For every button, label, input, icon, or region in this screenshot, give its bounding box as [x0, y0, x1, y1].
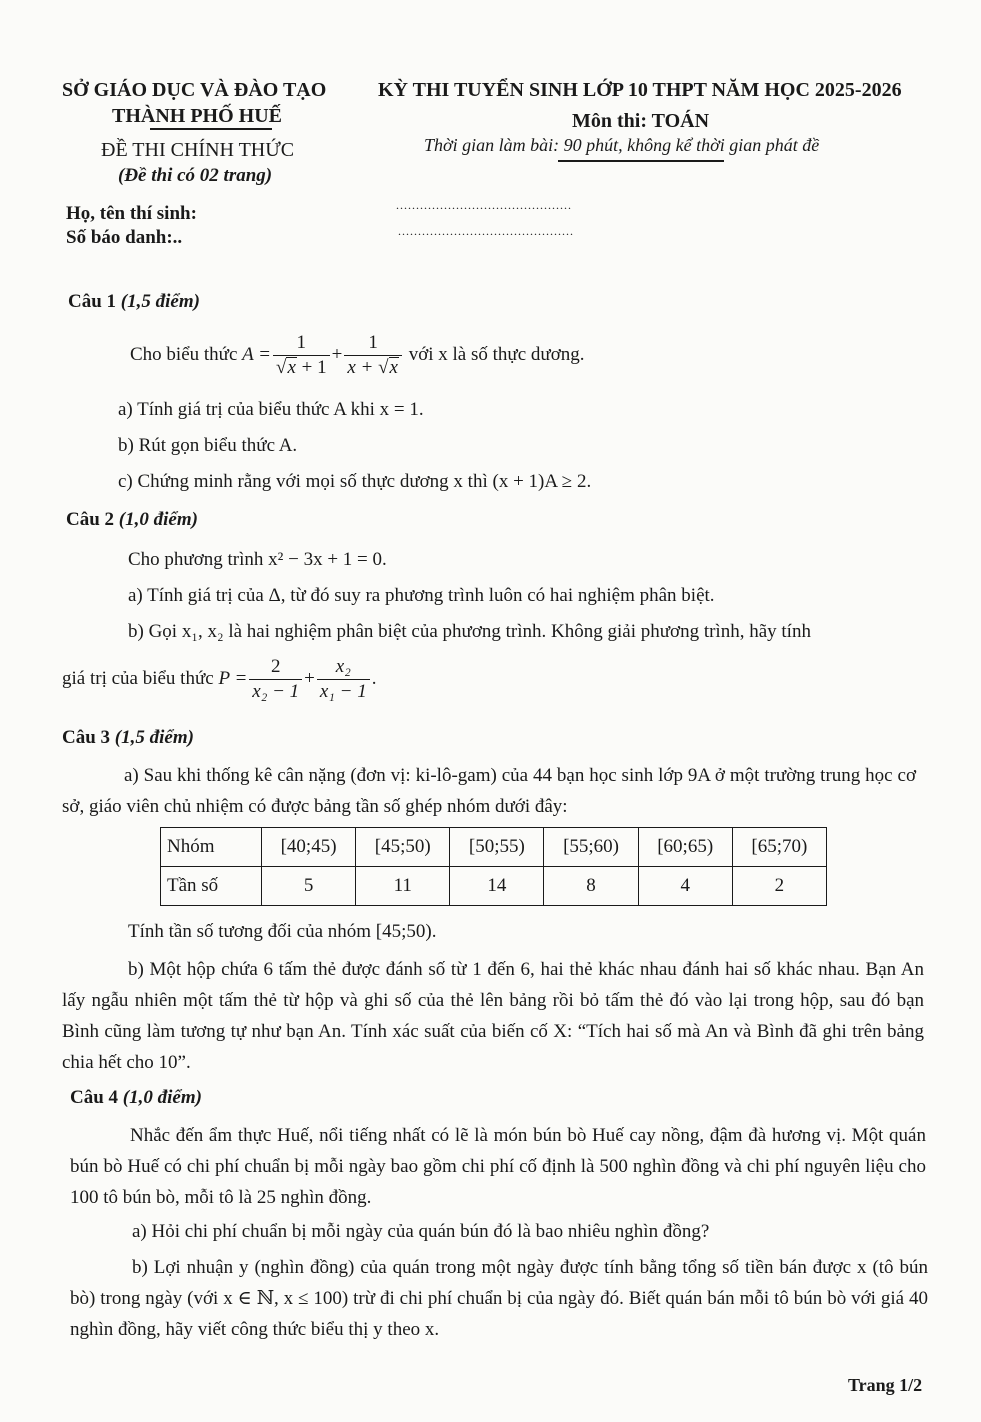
- q3-heading: [62, 726, 194, 750]
- table-cell-group: [45;50): [356, 828, 450, 867]
- table-cell-group: [65;70): [732, 828, 826, 867]
- candidate-id-field: ............................................: [398, 224, 574, 238]
- q1-intro-post: với x là số thực dương.: [408, 344, 585, 366]
- q1-plus: +: [331, 344, 343, 366]
- q2-intro: Cho phương trình x² − 3x + 1 = 0.: [128, 549, 387, 570]
- table-cell-group: [60;65): [638, 828, 732, 867]
- q1-intro-pre: Cho biểu thức: [130, 344, 238, 366]
- q2-p-end: .: [371, 668, 377, 690]
- subject-label: Môn thi: TOÁN: [572, 110, 710, 132]
- table-cell-frequency: 2: [732, 867, 826, 906]
- q4-points: (1,0 điểm): [122, 1087, 202, 1108]
- q1-heading: [68, 290, 200, 314]
- table-cell-group: [55;60): [544, 828, 638, 867]
- q3-part-a-question: Tính tần số tương đối của nhóm [45;50).: [128, 921, 437, 942]
- q2-title: Câu 2: [66, 509, 115, 530]
- exam-title: KỲ THI TUYỂN SINH LỚP 10 THPT NĂM HỌC 2025-2026: [378, 79, 902, 101]
- candidate-name-label: Họ, tên thí sinh:: [66, 203, 197, 224]
- table-row-groups: [161, 828, 827, 867]
- table-cell-frequency: 4: [638, 867, 732, 906]
- q1-points: (1,5 điểm): [120, 291, 200, 312]
- official-label: ĐỀ THI CHÍNH THỨC: [101, 139, 295, 161]
- q3-points: (1,5 điểm): [114, 727, 194, 748]
- candidate-id-label: Số báo danh:..: [66, 227, 183, 248]
- q1-expression: [130, 326, 585, 384]
- table-header-group: Nhóm: [161, 828, 262, 867]
- table-cell-group: [40;45): [262, 828, 356, 867]
- q2-pf2-num: x₂: [317, 656, 370, 680]
- q2-expression: giá trị của biểu thức P = $\frac{2}{\text{x₂ − 1}}$ + $\frac{\text{x₂}}{\text{x₁ − 1}}$ .: [62, 655, 377, 702]
- table-cell-frequency: 5: [262, 867, 356, 906]
- q3-part-b: b) Một hộp chứa 6 tấm thẻ được đánh số từ 1 đến 6, hai thẻ khác nhau đánh hai số khác nhau. Bạn An lấy ngẫu nhiên một tấm thẻ từ hộp và ghi số của thẻ lên bảng rồi bỏ tấm thẻ đó vào lại trong hộp, sau đó bạn Bình cũng làm tương tự như bạn An. Tính xác suất của biến cố X: “Tích hai số mà An và Bình đã ghi trên bảng chia hết cho 10”.: [62, 959, 924, 1073]
- q2-pf1-den: x₂ − 1: [252, 680, 300, 702]
- q4-intro: Nhắc đến ẩm thực Huế, nổi tiếng nhất có lẽ là món bún bò Huế cay nồng, đậm đà hương vị. Một quán bún bò Huế có chi phí chuẩn bị mỗi ngày bao gồm chi phí cố định là 500 nghìn đồng và chi phí nguyên liệu cho 100 tô bún bò, mỗi tô là 25 nghìn đồng.: [70, 1125, 926, 1208]
- q4-heading: [70, 1086, 202, 1110]
- dept-name: SỞ GIÁO DỤC VÀ ĐÀO TẠO: [62, 79, 327, 101]
- city-name: THÀNH PHỐ HUẾ: [112, 105, 283, 127]
- q2-fraction-2: [317, 656, 370, 703]
- q1-title: Câu 1: [68, 291, 117, 312]
- table-cell-frequency: 8: [544, 867, 638, 906]
- table-row-frequencies: [161, 867, 827, 906]
- frequency-table: [160, 827, 827, 906]
- q2-fraction-1: [249, 656, 302, 703]
- q1-frac1-num: 1: [273, 332, 330, 356]
- q1-fraction-1: [273, 332, 330, 379]
- q1-frac2-den: x + √x: [347, 356, 398, 378]
- q4-part-b: b) Lợi nhuận y (nghìn đồng) của quán trong một ngày được tính bằng tổng số tiền bán được x (tô bún bò) trong ngày (với x ∈ ℕ, x ≤ 100) trừ đi chi phí chuẩn bị của ngày đó. Biết quán bán mỗi tô bún bò với giá 40 nghìn đồng, hãy viết công thức biểu thị y theo x.: [70, 1257, 928, 1340]
- q3-part-a: a) Sau khi thống kê cân nặng (đơn vị: ki-lô-gam) của 44 bạn học sinh lớp 9A ở một trường trung học cơ sở, giáo viên chủ nhiệm có được bảng tần số ghép nhóm dưới đây:: [62, 765, 916, 817]
- q2-part-b: b) Gọi x₁, x₂ là hai nghiệm phân biệt của phương trình. Không giải phương trình, hãy tính: [128, 621, 811, 642]
- table-cell-frequency: 11: [356, 867, 450, 906]
- q1-fraction-2: [344, 332, 402, 379]
- city-underline: [150, 128, 272, 130]
- q2-pf1-num: 2: [249, 656, 302, 680]
- q3-title: Câu 3: [62, 727, 111, 748]
- time-underline: [558, 160, 724, 162]
- exam-time: Thời gian làm bài: 90 phút, không kể thời gian phát đề: [424, 135, 820, 155]
- q4-title: Câu 4: [70, 1087, 119, 1108]
- q1-frac2-num: 1: [344, 332, 402, 356]
- candidate-name-field: ............................................: [396, 198, 572, 212]
- table-cell-frequency: 14: [450, 867, 544, 906]
- q1-part-c: c) Chứng minh rằng với mọi số thực dương x thì (x + 1)A ≥ 2.: [118, 471, 592, 492]
- pages-note: (Đề thi có 02 trang): [118, 165, 273, 186]
- table-header-frequency: Tần số: [161, 867, 262, 906]
- q1-frac1-den: √x + 1: [276, 356, 327, 378]
- q2-heading: [66, 508, 198, 532]
- q1-part-b: b) Rút gọn biểu thức A.: [118, 435, 298, 456]
- page-number: Trang 1/2: [848, 1375, 923, 1395]
- q1-expr-lhs: A =: [242, 344, 271, 366]
- q2-points: (1,0 điểm): [118, 509, 198, 530]
- q2-pf2-den: x₁ − 1: [319, 680, 367, 702]
- q2-p-lhs: P =: [218, 668, 248, 690]
- q2-part-a: a) Tính giá trị của Δ, từ đó suy ra phương trình luôn có hai nghiệm phân biệt.: [128, 585, 715, 606]
- table-cell-group: [50;55): [450, 828, 544, 867]
- q1-part-a: a) Tính giá trị của biểu thức A khi x = 1.: [118, 399, 424, 420]
- q2-b-cont: giá trị của biểu thức: [62, 668, 214, 690]
- q4-part-a: a) Hỏi chi phí chuẩn bị mỗi ngày của quán bún đó là bao nhiêu nghìn đồng?: [132, 1221, 710, 1242]
